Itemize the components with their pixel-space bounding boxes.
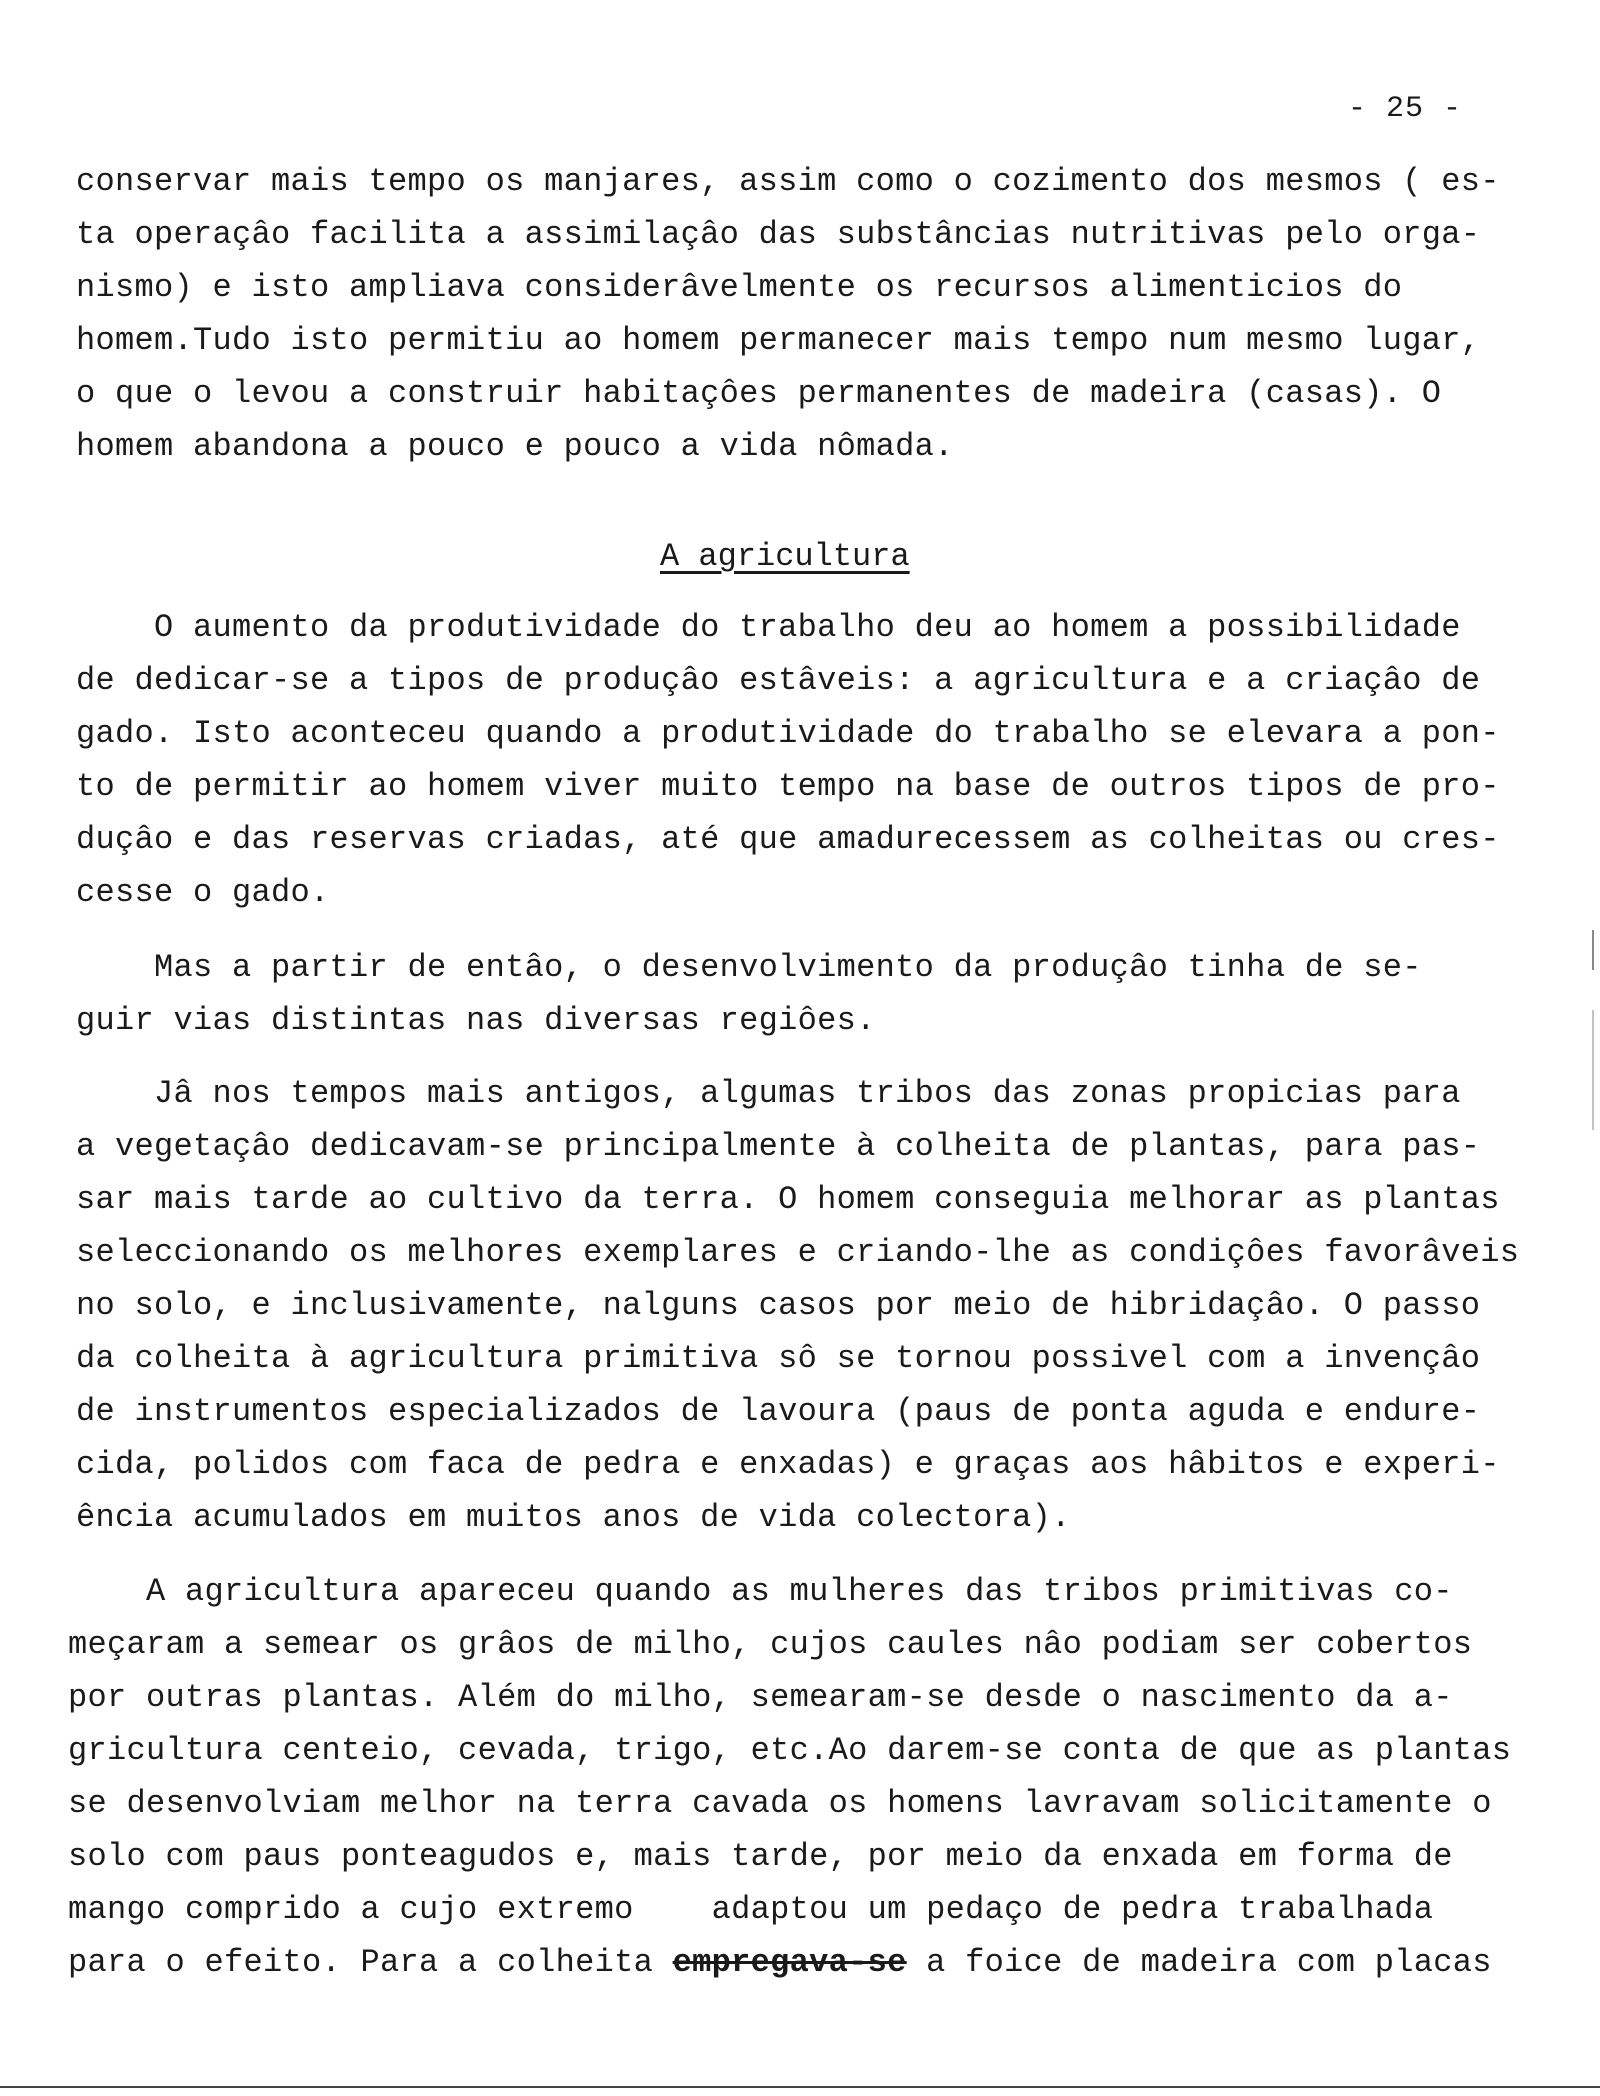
text-line: se desenvolviam melhor na terra cavada os homens lavravam solicitamente o bbox=[68, 1785, 1492, 1822]
text-line: homem.Tudo isto permitiu ao homem permanecer mais tempo num mesmo lugar, bbox=[76, 322, 1481, 359]
text-fragment: a foice de madeira com placas bbox=[906, 1944, 1492, 1981]
text-line: O aumento da produtividade do trabalho deu ao homem a possibilidade bbox=[76, 609, 1461, 646]
struck-word: empregava-se bbox=[672, 1944, 907, 1981]
text-line: guir vias distintas nas diversas regiôes. bbox=[76, 1002, 876, 1039]
text-line: gricultura centeio, cevada, trigo, etc.Ao darem-se conta de que as plantas bbox=[68, 1732, 1512, 1769]
text-line: de dedicar-se a tipos de produçâo estâveis: a agricultura e a criaçâo de bbox=[76, 662, 1481, 699]
text-line: cida, polidos com faca de pedra e enxadas) e graças aos hâbitos e experi- bbox=[76, 1446, 1500, 1483]
text-line: meçaram a semear os grâos de milho, cujos caules nâo podiam ser cobertos bbox=[68, 1626, 1473, 1663]
text-line: to de permitir ao homem viver muito tempo na base de outros tipos de pro- bbox=[76, 768, 1500, 805]
text-line: solo com paus ponteagudos e, mais tarde, por meio da enxada em forma de bbox=[68, 1838, 1453, 1875]
page-bottom-edge bbox=[0, 2086, 1600, 2088]
text-line: ência acumulados em muitos anos de vida colectora). bbox=[76, 1499, 1071, 1536]
text-line: conservar mais tempo os manjares, assim como o cozimento dos mesmos ( es- bbox=[76, 163, 1500, 200]
text-line: Jâ nos tempos mais antigos, algumas tribos das zonas propicias para bbox=[76, 1075, 1461, 1112]
text-line: seleccionando os melhores exemplares e criando-lhe as condiçôes favorâveis bbox=[76, 1234, 1520, 1271]
page-number: - 25 - bbox=[1348, 92, 1463, 126]
text-line: gado. Isto aconteceu quando a produtividade do trabalho se elevara a pon- bbox=[76, 715, 1500, 752]
text-line: Mas a partir de entâo, o desenvolvimento da produçâo tinha de se- bbox=[76, 949, 1422, 986]
text-line: a vegetaçâo dedicavam-se principalmente à colheita de plantas, para pas- bbox=[76, 1128, 1481, 1165]
text-line: no solo, e inclusivamente, nalguns casos por meio de hibridaçâo. O passo bbox=[76, 1287, 1481, 1324]
text-line: de instrumentos especializados de lavoura (paus de ponta aguda e endure- bbox=[76, 1393, 1481, 1430]
text-line: duçâo e das reservas criadas, até que amadurecessem as colheitas ou cres- bbox=[76, 821, 1500, 858]
text-line: cesse o gado. bbox=[76, 874, 330, 911]
text-line: o que o levou a construir habitaçôes permanentes de madeira (casas). O bbox=[76, 375, 1442, 412]
text-line: nismo) e isto ampliava considerâvelmente os recursos alimenticios do bbox=[76, 269, 1403, 306]
text-fragment: para o efeito. Para a colheita bbox=[68, 1944, 673, 1981]
section-heading: A agricultura bbox=[660, 538, 910, 575]
text-line-last bbox=[68, 1944, 1492, 1981]
text-line: homem abandona a pouco e pouco a vida nômada. bbox=[76, 428, 954, 465]
text-line: por outras plantas. Além do milho, semearam-se desde o nascimento da a- bbox=[68, 1679, 1453, 1716]
text-line: sar mais tarde ao cultivo da terra. O homem conseguia melhorar as plantas bbox=[76, 1181, 1500, 1218]
text-line: mango comprido a cujo extremo adaptou um pedaço de pedra trabalhada bbox=[68, 1891, 1434, 1928]
text-line: A agricultura apareceu quando as mulheres das tribos primitivas co- bbox=[68, 1573, 1453, 1610]
margin-scan-mark bbox=[1592, 930, 1594, 970]
text-line: ta operaçâo facilita a assimilaçâo das substâncias nutritivas pelo orga- bbox=[76, 216, 1481, 253]
margin-scan-mark bbox=[1592, 1010, 1594, 1130]
text-line: da colheita à agricultura primitiva sô se tornou possivel com a invençâo bbox=[76, 1340, 1481, 1377]
